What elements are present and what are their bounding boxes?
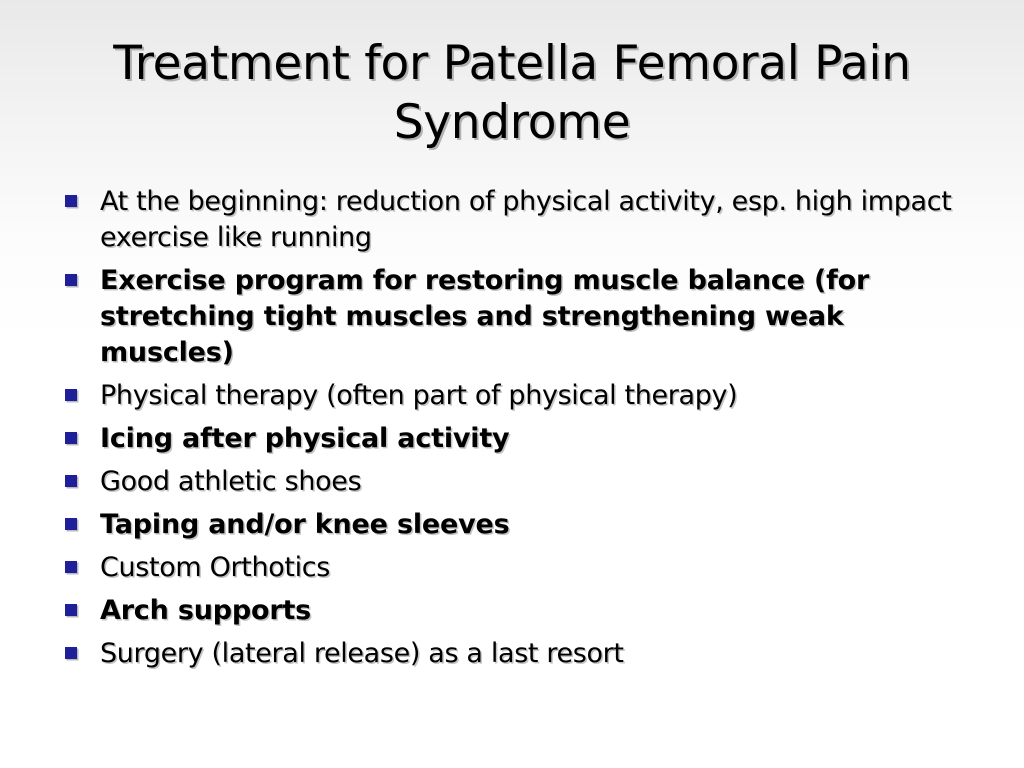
bullet-text: At the beginning: reduction of physical activity, esp. high impact exercise like running <box>100 186 952 253</box>
bullet-text: Arch supports <box>100 595 312 626</box>
bullet-list <box>63 184 963 679</box>
bullet-text: Custom Orthotics <box>100 552 330 583</box>
bullet-text: Surgery (lateral release) as a last resort <box>100 638 624 669</box>
square-bullet-icon <box>65 432 77 444</box>
bullet-item <box>63 263 963 371</box>
slide-title: Treatment for Patella Femoral Pain Syndrome <box>113 36 911 150</box>
bullet-item <box>63 421 963 457</box>
bullet-text: Icing after physical activity <box>100 423 510 454</box>
square-bullet-icon <box>65 518 77 530</box>
bullet-text: Good athletic shoes <box>100 466 362 497</box>
bullet-item <box>63 636 963 672</box>
bullet-text: Taping and/or knee sleeves <box>100 509 510 540</box>
square-bullet-icon <box>65 647 77 659</box>
square-bullet-icon <box>65 195 77 207</box>
bullet-item <box>63 550 963 586</box>
square-bullet-icon <box>65 274 77 286</box>
bullet-item <box>63 184 963 256</box>
square-bullet-icon <box>65 561 77 573</box>
square-bullet-icon <box>65 475 77 487</box>
bullet-text: Physical therapy (often part of physical therapy) <box>100 380 738 411</box>
bullet-item <box>63 378 963 414</box>
bullet-text: Exercise program for restoring muscle balance (for stretching tight muscles and strengthening weak muscles) <box>100 265 870 368</box>
bullet-item <box>63 507 963 543</box>
square-bullet-icon <box>65 389 77 401</box>
bullet-item <box>63 593 963 629</box>
square-bullet-icon <box>65 604 77 616</box>
bullet-item <box>63 464 963 500</box>
